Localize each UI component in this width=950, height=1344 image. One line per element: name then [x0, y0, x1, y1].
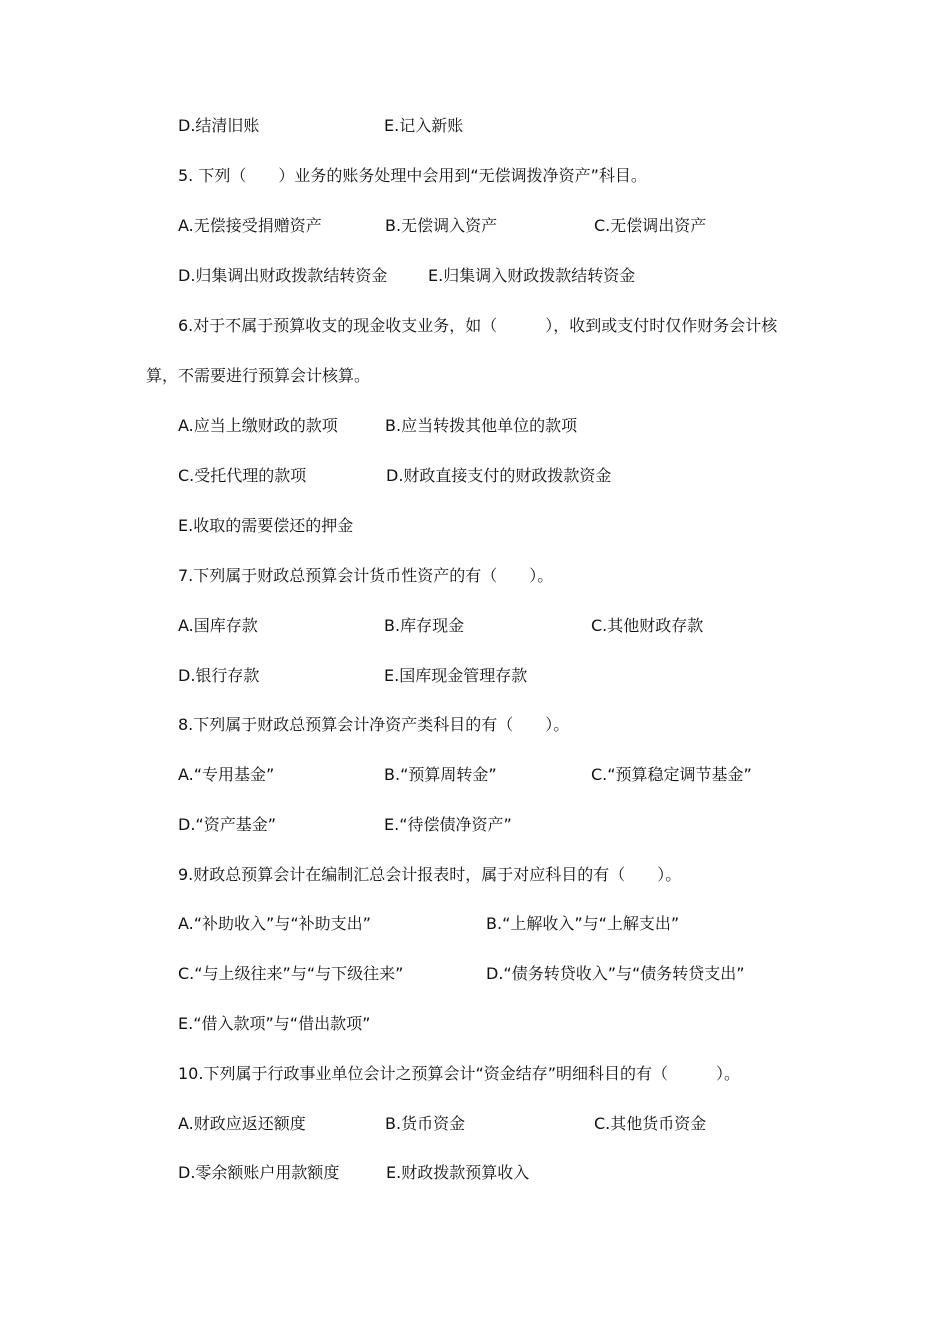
option-q9-a: A.“补助收入”与“补助支出”: [178, 914, 371, 933]
option-q5-a: A.无偿接受捐赠资产: [178, 216, 322, 235]
option-q9-b: B.“上解收入”与“上解支出”: [486, 914, 680, 933]
question-5-stem: 5. 下列（ ）业务的账务处理中会用到“无偿调拨净资产”科目。: [178, 166, 647, 185]
option-q8-d: D.“资产基金”: [178, 815, 276, 834]
option-q10-c: C.其他货币资金: [594, 1114, 707, 1133]
option-q5-e: E.归集调入财政拨款结转资金: [428, 266, 636, 285]
question-6-stem-line1: 6.对于不属于预算收支的现金收支业务，如（ ），收到或支付时仅作财务会计核: [178, 316, 778, 335]
option-q5-d: D.归集调出财政拨款结转资金: [178, 266, 388, 285]
option-q6-e: E.收取的需要偿还的押金: [178, 516, 354, 535]
option-q9-e: E.“借入款项”与“借出款项”: [178, 1014, 371, 1033]
option-q8-c: C.“预算稳定调节基金”: [591, 765, 752, 784]
option-q9-c: C.“与上级往来”与“与下级往来”: [178, 964, 404, 983]
question-10-stem: 10.下列属于行政事业单位会计之预算会计“资金结存”明细科目的有（ ）。: [178, 1064, 741, 1083]
option-q5-b: B.无偿调入资产: [385, 216, 498, 235]
option-q8-a: A.“专用基金”: [178, 765, 275, 784]
option-q6-d: D.财政直接支付的财政拨款资金: [386, 466, 612, 485]
option-q6-b: B.应当转拨其他单位的款项: [385, 416, 578, 435]
option-q8-e: E.“待偿债净资产”: [384, 815, 512, 834]
option-q10-d: D.零余额账户用款额度: [178, 1163, 340, 1182]
option-q6-a: A.应当上缴财政的款项: [178, 416, 338, 435]
question-8-stem: 8.下列属于财政总预算会计净资产类科目的有（ ）。: [178, 715, 570, 734]
option-q4-e: E.记入新账: [384, 116, 464, 135]
option-q10-a: A.财政应返还额度: [178, 1114, 306, 1133]
option-q7-d: D.银行存款: [178, 666, 260, 685]
option-q9-d: D.“债务转贷收入”与“债务转贷支出”: [486, 964, 745, 983]
option-q7-c: C.其他财政存款: [591, 616, 704, 635]
option-q7-e: E.国库现金管理存款: [384, 666, 528, 685]
option-q10-b: B.货币资金: [385, 1114, 466, 1133]
option-q8-b: B.“预算周转金”: [384, 765, 497, 784]
option-q6-c: C.受托代理的款项: [178, 466, 307, 485]
option-q7-b: B.库存现金: [384, 616, 465, 635]
question-6-stem-line2: 算，不需要进行预算会计核算。: [146, 366, 371, 385]
option-q4-d: D.结清旧账: [178, 116, 260, 135]
question-9-stem: 9.财政总预算会计在编制汇总会计报表时，属于对应科目的有（ ）。: [178, 865, 682, 884]
option-q7-a: A.国库存款: [178, 616, 258, 635]
question-7-stem: 7.下列属于财政总预算会计货币性资产的有（ ）。: [178, 566, 554, 585]
option-q10-e: E.财政拨款预算收入: [386, 1163, 530, 1182]
option-q5-c: C.无偿调出资产: [594, 216, 707, 235]
